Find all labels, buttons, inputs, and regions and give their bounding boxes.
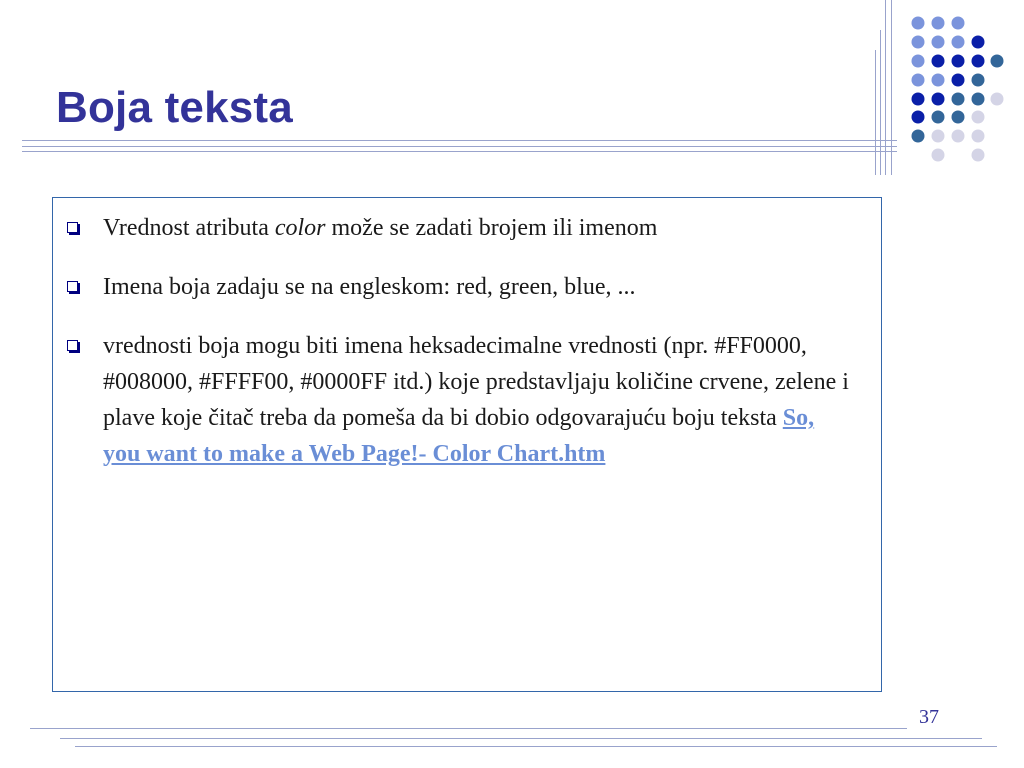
decorative-dot bbox=[932, 36, 945, 49]
hollow-square-icon bbox=[67, 340, 78, 351]
decorative-dot bbox=[952, 130, 965, 143]
decorative-dot bbox=[932, 130, 945, 143]
decorative-dot bbox=[972, 74, 985, 87]
title-underline-bottom bbox=[22, 151, 897, 152]
decorative-dot bbox=[932, 111, 945, 124]
decorative-dot bbox=[952, 111, 965, 124]
decorative-dot bbox=[912, 111, 925, 124]
bullet-text: vrednosti boja mogu biti imena heksadecimalne vrednosti (npr. #FF0000, #008000, #FFFF00, #0000FF itd.) koje predstavljaju količine crvene, zelene i plave koje čitač treba da pomeša da bi dobio odgovarajuću boju teksta bbox=[103, 333, 849, 431]
decorative-dot bbox=[972, 93, 985, 106]
bullet-text-after: može se zadati brojem ili imenom bbox=[325, 215, 658, 241]
decorative-dot bbox=[932, 149, 945, 162]
vertical-rule-3 bbox=[885, 0, 886, 175]
page-number: 37 bbox=[919, 706, 939, 728]
decorative-dot bbox=[912, 93, 925, 106]
decorative-dot bbox=[972, 149, 985, 162]
decorative-dot bbox=[952, 55, 965, 68]
decorative-dot bbox=[952, 17, 965, 30]
content-frame bbox=[52, 197, 882, 692]
title-underline-middle bbox=[22, 146, 897, 147]
bullet-item-hex-values bbox=[67, 328, 857, 472]
decorative-dot bbox=[912, 55, 925, 68]
decorative-dot bbox=[912, 36, 925, 49]
decorative-dot bbox=[952, 36, 965, 49]
slide-title: Boja teksta bbox=[56, 83, 293, 132]
color-chart-link[interactable]: So, you want to make a Web Page!- Color Chart.htm bbox=[103, 405, 815, 467]
decorative-dot bbox=[912, 130, 925, 143]
title-underline-top bbox=[22, 140, 897, 141]
decorative-dot bbox=[932, 74, 945, 87]
decorative-dot bbox=[932, 55, 945, 68]
decorative-dot bbox=[972, 111, 985, 124]
decorative-dot bbox=[991, 55, 1004, 68]
decorative-dot bbox=[912, 17, 925, 30]
bullet-list bbox=[67, 210, 857, 495]
bullet-text-before: Vrednost atributa bbox=[103, 215, 275, 241]
bullet-item-color-names bbox=[67, 269, 857, 305]
footer-rule-top bbox=[30, 728, 907, 729]
bullet-item-color-attribute bbox=[67, 210, 857, 246]
footer-rule-bottom bbox=[75, 746, 997, 747]
decorative-dot bbox=[932, 17, 945, 30]
footer-rule-middle bbox=[60, 738, 982, 739]
decorative-dot bbox=[952, 93, 965, 106]
hollow-square-icon bbox=[67, 222, 78, 233]
decorative-dot bbox=[972, 36, 985, 49]
bullet-text: Imena boja zadaju se na engleskom: red, green, blue, ... bbox=[103, 274, 636, 300]
decorative-dot bbox=[952, 74, 965, 87]
vertical-rule-2 bbox=[880, 30, 881, 175]
bullet-emphasis-color: color bbox=[274, 215, 326, 241]
decorative-dot bbox=[991, 93, 1004, 106]
vertical-rule-1 bbox=[875, 50, 876, 175]
decorative-dot bbox=[972, 130, 985, 143]
vertical-rule-4 bbox=[891, 0, 892, 175]
hollow-square-icon bbox=[67, 281, 78, 292]
decorative-dot bbox=[912, 74, 925, 87]
decorative-dot bbox=[972, 55, 985, 68]
decorative-dot bbox=[932, 93, 945, 106]
